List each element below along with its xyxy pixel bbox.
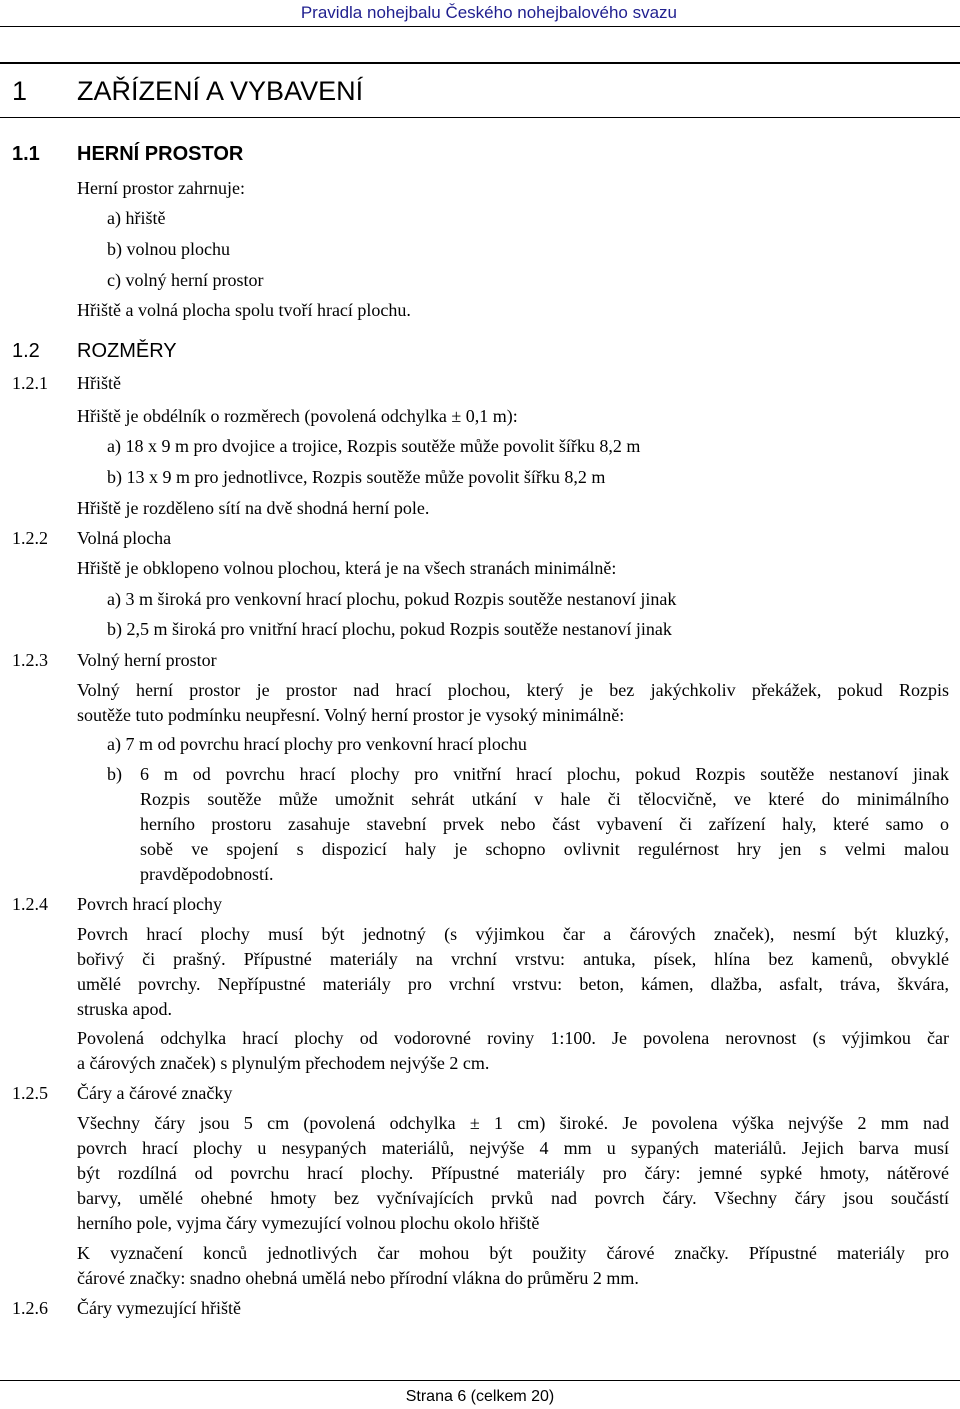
subsection-title: Čáry vymezující hřiště <box>77 1298 241 1318</box>
section-number: 1.1 <box>12 143 40 165</box>
page-footer: Strana 6 (celkem 20) <box>405 1388 555 1405</box>
subsection-number: 1.2.5 <box>12 1083 48 1103</box>
chapter-title: ZAŘÍZENÍ A VYBAVENÍ <box>77 76 364 106</box>
list-item: a) hřiště <box>107 208 166 228</box>
subsection-number: 1.2.4 <box>12 894 48 914</box>
list-item-line: 6 m od povrchu hrací plochy pro vnitřní hrací plochu, pokud Rozpis soutěže nestanoví jinak <box>140 764 949 784</box>
list-item-line: sobě ve spojení s dispozicí haly je schopno ovlivnit regulérnost hry jen s velmi malou <box>140 839 949 859</box>
paragraph-line: soutěže tuto podmínku neupřesní. Volný herní prostor je vysoký minimálně: <box>77 705 625 725</box>
section-number: 1.2 <box>12 340 40 362</box>
paragraph-line: Povolená odchylka hrací plochy od vodorovné roviny 1:100. Je povolena nerovnost (s výjimkou čar <box>77 1028 949 1048</box>
running-header: Pravidla nohejbalu Českého nohejbalového svazu <box>300 3 677 22</box>
paragraph: Hřiště je rozděleno sítí na dvě shodná herní pole. <box>77 498 430 518</box>
paragraph-line: a čárových značek) s plynulým přechodem nejvýše 2 cm. <box>77 1053 490 1073</box>
paragraph-line: Všechny čáry jsou 5 cm (povolená odchylka ± 1 cm) široké. Je povolena výška nejvýše 2 mm nad <box>77 1113 949 1133</box>
chapter-number: 1 <box>12 76 28 106</box>
list-item: b) 2,5 m široká pro vnitřní hrací plochu, pokud Rozpis soutěže nestanoví jinak <box>107 619 672 639</box>
paragraph-line: být rozdílná od povrchu hrací plochy. Přípustné materiály pro čáry: jemné sypké hmoty, nátěrové <box>77 1163 949 1183</box>
chapter-rule-bottom <box>0 117 960 118</box>
subsection-number: 1.2.1 <box>12 373 48 393</box>
list-item-line: herního prostoru zasahuje stavební prvek nebo část vybavení či zařízení haly, které samo o <box>140 814 949 834</box>
paragraph-line: struska apod. <box>77 999 172 1019</box>
paragraph-line: bořivý či prašný. Přípustné materiály na vrchní vrstvu: antuka, písek, hlína bez kamenů, obvyklé <box>77 949 949 969</box>
list-item: a) 3 m široká pro venkovní hrací plochu, pokud Rozpis soutěže nestanoví jinak <box>107 589 677 609</box>
paragraph: Hřiště je obdélník o rozměrech (povolená odchylka ± 0,1 m): <box>77 406 518 426</box>
chapter-rule-top <box>0 62 960 64</box>
subsection-title: Volný herní prostor <box>77 650 217 670</box>
paragraph: Herní prostor zahrnuje: <box>77 178 245 198</box>
paragraph-line: K vyznačení konců jednotlivých čar mohou být použity čárové značky. Přípustné materiály pro <box>77 1243 949 1263</box>
list-item: a) 18 x 9 m pro dvojice a trojice, Rozpis soutěže může povolit šířku 8,2 m <box>107 436 641 456</box>
paragraph: Hřiště a volná plocha spolu tvoří hrací plochu. <box>77 300 411 320</box>
subsection-title: Povrch hrací plochy <box>77 894 222 914</box>
list-item: a) 7 m od povrchu hrací plochy pro venkovní hrací plochu <box>107 734 527 754</box>
list-item: c) volný herní prostor <box>107 270 264 290</box>
subsection-title: Hřiště <box>77 373 121 393</box>
subsection-number: 1.2.2 <box>12 528 48 548</box>
paragraph-line: Volný herní prostor je prostor nad hrací plochou, který je bez jakýchkoliv překážek, pokud Rozpis <box>77 680 949 700</box>
footer-rule <box>0 1380 960 1381</box>
paragraph-line: herního pole, vyjma čáry vymezující volnou plochu okolo hřiště <box>77 1213 540 1233</box>
subsection-number: 1.2.3 <box>12 650 48 670</box>
list-item: b) volnou plochu <box>107 239 230 259</box>
paragraph-line: umělé povrchy. Nepřípustné materiály pro vrchní vrstvu: beton, kámen, dlažba, asfalt, tráva, škvára, <box>77 974 949 994</box>
subsection-title: Volná plocha <box>77 528 172 548</box>
paragraph-line: čárové značky: snadno ohebná umělá nebo přírodní vlákna do průměru 2 mm. <box>77 1268 639 1288</box>
paragraph: Hřiště je obklopeno volnou plochou, která je na všech stranách minimálně: <box>77 558 617 578</box>
list-item-line: Rozpis soutěže může umožnit sehrát utkání v hale či tělocvičně, ve které do minimálního <box>140 789 949 809</box>
subsection-number: 1.2.6 <box>12 1298 48 1318</box>
header-rule <box>0 26 960 27</box>
list-label: b) <box>107 764 122 784</box>
paragraph-line: povrch hrací plochy u nesypaných materiálů, nejvýše 4 mm u sypaných materiálů. Jejich barva musí <box>77 1138 949 1158</box>
list-item: b) 13 x 9 m pro jednotlivce, Rozpis soutěže může povolit šířku 8,2 m <box>107 467 606 487</box>
paragraph-line: Povrch hrací plochy musí být jednotný (s výjimkou čar a čárových značek), nesmí být kluzký, <box>77 924 949 944</box>
subsection-title: Čáry a čárové značky <box>77 1083 233 1103</box>
section-title: HERNÍ PROSTOR <box>77 143 244 165</box>
list-item-line: pravděpodobností. <box>140 864 274 884</box>
section-title: ROZMĚRY <box>77 340 177 362</box>
paragraph-line: barvy, umělé ohebné hmoty bez vyčnívajících prvků nad povrch čáry. Všechny čáry jsou součástí <box>77 1188 949 1208</box>
